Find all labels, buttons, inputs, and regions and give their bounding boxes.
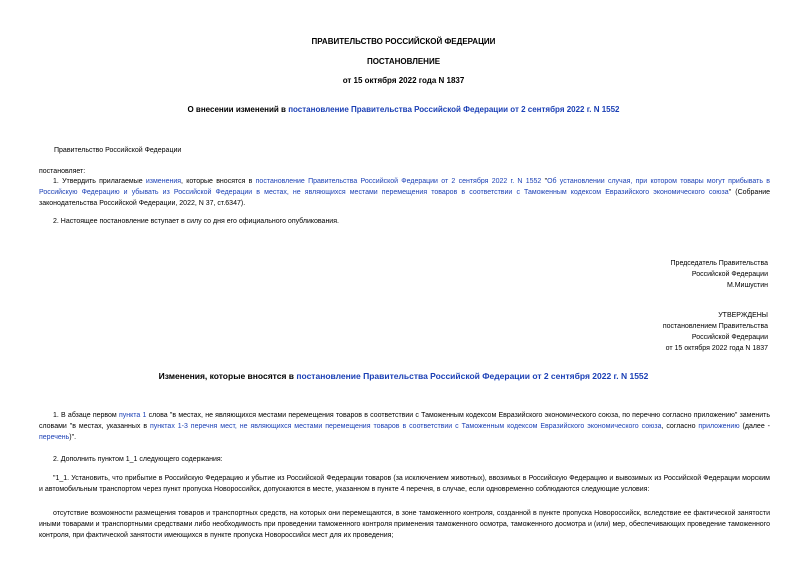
decrees-line: постановляет: — [39, 168, 86, 175]
approved-line-3: Российской Федерации — [691, 334, 768, 341]
changes-title — [0, 370, 807, 382]
signature-position: Председатель Правительства — [670, 260, 768, 267]
appendix-link[interactable]: приложению — [698, 423, 740, 430]
document-type: ПОСТАНОВЛЕНИЕ — [366, 57, 441, 66]
approved-block — [548, 310, 768, 354]
changes-title-decree-link[interactable]: постановление Правительства Российской Федерации от 2 сентября 2022 г. N 1552 — [296, 371, 649, 381]
change-1-text-3: , согласно — [661, 423, 699, 430]
approved-line-2: постановлением Правительства — [662, 323, 768, 330]
list-link[interactable]: перечень — [39, 434, 70, 441]
decree-title-link[interactable]: Об установлении случая, при котором товары могут прибывать в Российскую Федерацию и убывать из Российской Федерации в местах, не являющихся местами перемещения товаров в соответствии с Таможенным кодексом Евразийского экономического союза — [39, 178, 770, 196]
item-1-text-2: , которые вносятся в — [181, 178, 256, 185]
point-1-link[interactable]: пункта 1 — [118, 412, 147, 419]
signature-block — [548, 258, 768, 291]
approved-date: от 15 октября 2022 года N 1837 — [665, 345, 768, 352]
government-header: ПРАВИТЕЛЬСТВО РОССИЙСКОЙ ФЕДЕРАЦИИ — [311, 37, 496, 46]
title-decree-link[interactable]: постановление Правительства Российской Федерации от 2 сентября 2022 г. N 1552 — [288, 105, 620, 114]
document-title — [0, 104, 807, 116]
government-line: Правительство Российской Федерации — [54, 147, 182, 154]
change-2-condition: отсутствие возможности размещения товаров и транспортных средств, на которых они перемещаются, в зоне таможенного контроля, созданной в пункте пропуска Новороссийск, вследствие ее фактической занятости иными товарами и транспортными средствами либо необходимость при проведении таможенного контроля применения таможенного осмотра, таможенного досмотра и (или) мер, обеспечивающих проведение таможенного контроля, при фактической занятости имеющихся в пункте пропуска Новороссийск мест для их проведения; — [39, 510, 770, 539]
changes-title-prefix: Изменения, которые вносятся в — [158, 371, 297, 381]
decree-1552-link[interactable]: постановление Правительства Российской Федерации от 2 сентября 2022 г. N 1552 — [255, 178, 542, 185]
item-2-paragraph: 2. Настоящее постановление вступает в силу со дня его официального опубликования. — [53, 218, 339, 225]
signature-name: М.Мишустин — [726, 282, 768, 289]
item-1-text-1: 1. Утвердить прилагаемые — [53, 178, 146, 185]
item-1-text-3: " — [541, 178, 548, 185]
change-1-text-5: )". — [69, 434, 77, 441]
change-1-text-1: 1. В абзаце первом — [53, 412, 119, 419]
document-title-prefix: О внесении изменений в — [187, 105, 289, 114]
change-2-body: "1_1. Установить, что прибытие в Российскую Федерацию и убытие из Российской Федерации товаров (за исключением животных), ввозимых в Российскую Федерацию и вывозимых из Российской Федерации морским и автомобильным транспортом через пункт пропуска Новороссийск, допускаются в месте, указанном в пункте 4 перечня, в случае, если одновременно соблюдаются следующие условия: — [39, 475, 770, 493]
change-2-paragraph: 2. Дополнить пунктом 1_1 следующего содержания: — [53, 456, 223, 463]
item-1-text-4: " (Собрание законодательства Российской Федерации, 2022, N 37, ст.6347). — [39, 189, 770, 207]
document-date-number: от 15 октября 2022 года N 1837 — [342, 76, 465, 85]
change-1-text-2: слова "в местах, не являющихся местами перемещения товаров в соответствии с Таможенным кодексом Евразийского экономического союза, по перечню согласно приложению" заменить словами "в местах, указанных в — [39, 412, 771, 430]
signature-organization: Российской Федерации — [691, 271, 768, 278]
change-1-paragraph — [39, 410, 770, 443]
change-1-text-4: (далее - — [739, 423, 770, 430]
points-1-3-link[interactable]: пунктах 1-3 перечня мест, не являющихся местами перемещения товаров в соответствии с Таможенным кодексом Евразийского экономического союза — [150, 423, 662, 430]
approved-heading: УТВЕРЖДЕНЫ — [718, 312, 768, 319]
item-1-paragraph — [39, 176, 770, 209]
changes-link[interactable]: изменения — [145, 178, 182, 185]
